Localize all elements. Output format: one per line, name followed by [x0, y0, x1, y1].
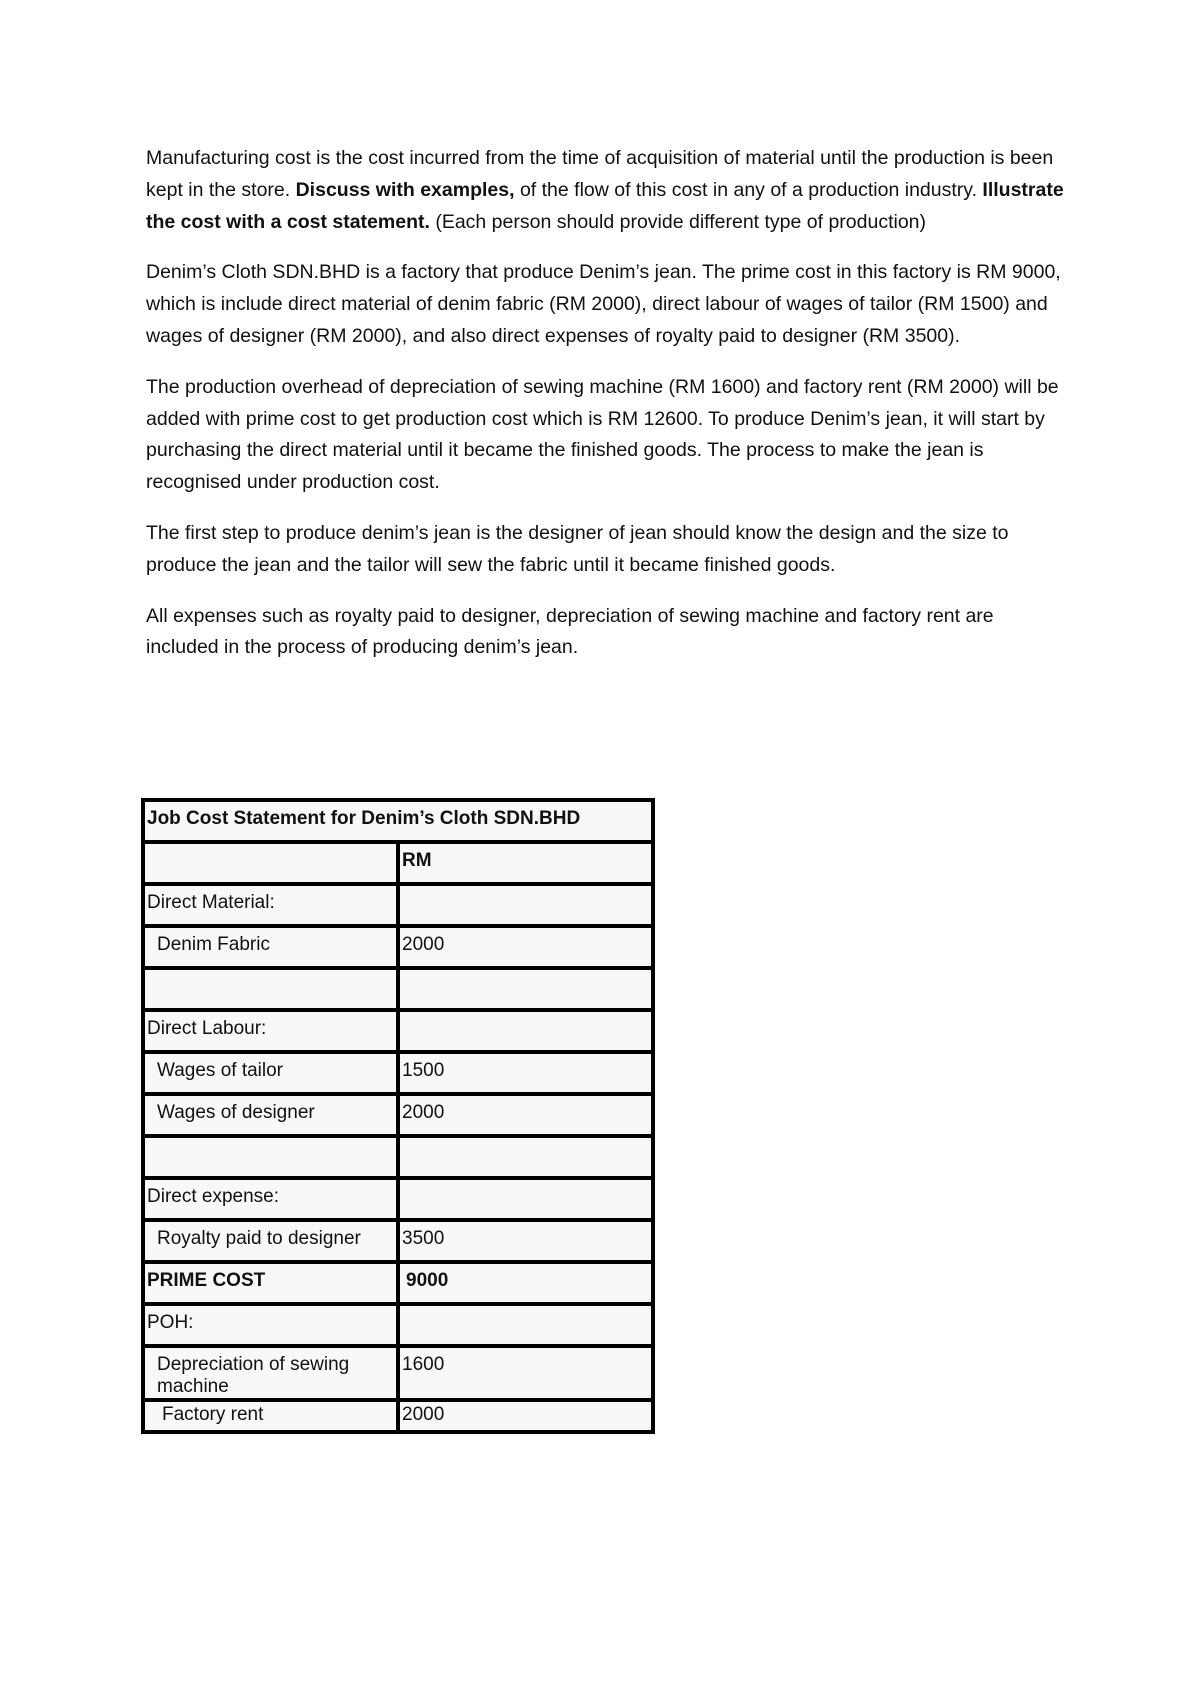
answer-paragraph-1: Denim’s Cloth SDN.BHD is a factory that produce Denim’s jean. The prime cost in this factory is RM 9000, which is include direct material of denim fabric (RM 2000), direct labour of wages of tailor (RM 1500) and wages of designer (RM 2000), and also direct expenses of royalty paid to designer (RM 3500).: [146, 261, 1061, 347]
row-amount: [398, 1010, 653, 1052]
row-amount: [398, 884, 653, 926]
row-amount: 2000: [398, 1094, 653, 1136]
table-row: [143, 1400, 653, 1432]
table-row: [143, 1346, 653, 1400]
question-text: Manufacturing cost is the cost incurred from the time of acquisition of material until the production is been kept in the store.: [146, 147, 1054, 201]
row-label: Royalty paid to designer: [143, 1220, 398, 1262]
row-label: PRIME COST: [143, 1262, 398, 1304]
prime-cost-row: [143, 1262, 653, 1304]
assignment-text: [146, 143, 1066, 683]
table-row: [143, 1304, 653, 1346]
question-text-3: (Each person should provide different type of production): [429, 210, 927, 233]
table-header-row: [143, 842, 653, 884]
table-title-row: [143, 800, 653, 842]
row-label: Factory rent: [143, 1400, 398, 1432]
job-cost-statement-table: [141, 798, 655, 1434]
table-header-currency: RM: [398, 842, 653, 884]
table-row: [143, 884, 653, 926]
row-amount: [398, 968, 653, 1010]
row-label: Depreciation of sewing machine: [143, 1346, 398, 1400]
row-label: Wages of tailor: [143, 1052, 398, 1094]
row-amount: [398, 1304, 653, 1346]
table-row: [143, 1094, 653, 1136]
answer-paragraph-2: The production overhead of depreciation of sewing machine (RM 1600) and factory rent (RM 2000) will be added with prime cost to get production cost which is RM 12600. To produce Denim’s jean, it will start by purchasing the direct material until it became the finished goods. The process to make the jean is recognised under production cost.: [146, 375, 1059, 494]
row-label: POH:: [143, 1304, 398, 1346]
table-row: [143, 926, 653, 968]
row-amount: 2000: [398, 1400, 653, 1432]
question-text-2: of the flow of this cost in any of a production industry.: [514, 178, 983, 201]
question-paragraph: [146, 143, 1066, 238]
table-row: [143, 1178, 653, 1220]
row-label: Direct Material:: [143, 884, 398, 926]
row-label: Denim Fabric: [143, 926, 398, 968]
row-label: Direct expense:: [143, 1178, 398, 1220]
row-amount: 1600: [398, 1346, 653, 1400]
row-amount: 3500: [398, 1220, 653, 1262]
row-label: Wages of designer: [143, 1094, 398, 1136]
row-label: [143, 1136, 398, 1178]
table-row: [143, 1220, 653, 1262]
answer-paragraph-3: The first step to produce denim’s jean is the designer of jean should know the design and the size to produce the jean and the tailor will sew the fabric until it became finished goods.: [146, 521, 1009, 576]
table-row: [143, 1010, 653, 1052]
row-amount: [398, 1178, 653, 1220]
table-title: Job Cost Statement for Denim’s Cloth SDN.BHD: [143, 800, 653, 842]
row-amount: [398, 1136, 653, 1178]
table-row: [143, 1136, 653, 1178]
table-row: [143, 1052, 653, 1094]
row-amount: 2000: [398, 926, 653, 968]
table-header-empty: [143, 842, 398, 884]
row-amount: 1500: [398, 1052, 653, 1094]
table-row: [143, 968, 653, 1010]
question-emphasis-discuss: Discuss with examples,: [295, 178, 515, 201]
answer-paragraph-4: All expenses such as royalty paid to designer, depreciation of sewing machine and factory rent are included in the process of producing denim’s jean.: [146, 604, 994, 659]
row-label: [143, 968, 398, 1010]
question-emphasis-illustrate: Illustrate the cost with a cost statement.: [146, 178, 1064, 233]
row-label: Direct Labour:: [143, 1010, 398, 1052]
row-amount: 9000: [398, 1262, 653, 1304]
